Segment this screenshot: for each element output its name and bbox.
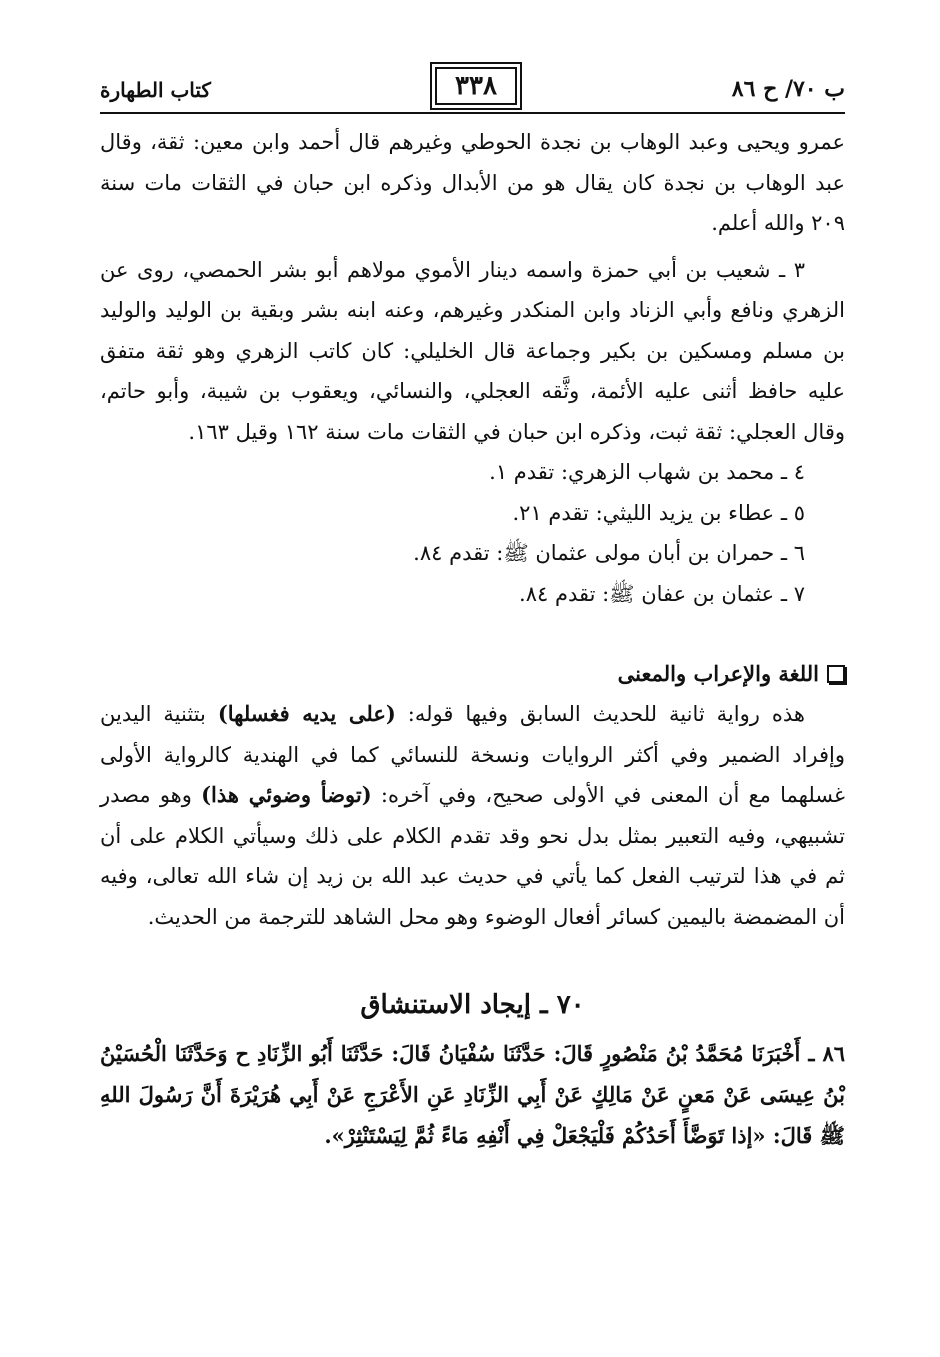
- chapter-title: ٧٠ ـ إيجاد الاستنشاق: [360, 990, 585, 1020]
- list-item-narrator-6: ٦ ـ حمران بن أبان مولى عثمان ﷺ: تقدم ٨٤.: [413, 541, 805, 565]
- book-title: كتاب الطهارة: [100, 78, 211, 102]
- page-number: ٣٣٨: [430, 62, 522, 110]
- list-item-narrator-5: ٥ ـ عطاء بن يزيد الليثي: تقدم ٢١.: [512, 500, 805, 525]
- commentary-text-3: وهو مصدر تشبيهي، وفيه التعبير بمثل بدل نحو وقد تقدم الكلام على ذلك وسيأتي الكلام على أن ثم في هذا لترتيب الفعل كما يأتي في حديث عبد الله بن زيد إن شاء الله تعالى، وفيه أن المضمضة باليمين كسائر أفعال الوضوء وهو محل الشاهد للترجمة من الحديث.: [100, 783, 845, 929]
- section-heading-text: اللغة والإعراب والمعنى: [617, 661, 819, 686]
- list-item-narrator-4: ٤ ـ محمد بن شهاب الزهري: تقدم ١.: [489, 460, 805, 484]
- commentary-quote-1: (على يديه فغسلها): [217, 701, 396, 726]
- section-heading: [100, 654, 845, 694]
- page-header: [100, 60, 845, 114]
- commentary-text-2: بتثنية اليدين وإفراد الضمير وفي أكثر الروايات ونسخة للنسائي كما في الهندية كالرواية الأولى غسلهما مع أن المعنى في الأولى صحيح، وفي آخره:: [100, 702, 845, 807]
- page: [100, 60, 845, 1156]
- hadith-text: ٨٦ ـ أَخْبَرَنَا مُحَمَّدُ بْنُ مَنْصُورٍ قَالَ: حَدَّثَنَا سُفْيَانُ قَالَ: حَدَّثَنَا أَبُو الزِّنَادِ ح وَحَدَّثَنَا الْحُسَيْنُ بْنُ عِيسَى عَنْ مَعنٍ عَنْ مَالِكٍ عَنْ أَبِي الزِّنَادِ عَنِ الأَعْرَجِ عَنْ أَبِي هُرَيْرَةَ أَنَّ رَسُولَ اللهِ ﷺ قَالَ: «إذا تَوَضَّأَ أَحَدُكُمْ فَلْيَجْعَلْ فِي أَنْفِهِ مَاءً ثُمَّ لِيَسْتَنْثِرْ».: [100, 1041, 845, 1148]
- paragraph-commentary: [100, 694, 845, 937]
- paragraph-narrator-3: ٣ ـ شعيب بن أبي حمزة واسمه دينار الأموي مولاهم أبو بشر الحمصي، روى عن الزهري ونافع وأبي الزناد وابن المنكدر وغيرهم، وعنه ابنه بشر وبقية بن الوليد والوليد بن مسلم ومسكين بن بكير وجماعة قال الخليلي: كان كاتب الزهري وهو ثقة متفق عليه حافظ أثنى عليه الأئمة، وثَّقه العجلي، والنسائي، ويعقوب بن شيبة، وأبو حاتم، وقال العجلي: ثقة ثبت، وذكره ابن حبان في الثقات مات سنة ١٦٢ وقيل ١٦٣.: [100, 257, 845, 444]
- paragraph-narrator-continuation: عمرو ويحيى وعبد الوهاب بن نجدة الحوطي وغيرهم قال أحمد وابن معين: ثقة، وقال عبد الوهاب بن نجدة كان يقال هو من الأبدال وذكره ابن حبان في الثقات مات سنة ٢٠٩ والله أعلم.: [100, 130, 845, 235]
- square-bullet-icon: [827, 665, 845, 683]
- commentary-quote-2: (توضأ وضوئي هذا): [201, 782, 372, 807]
- commentary-text-1: هذه رواية ثانية للحديث السابق وفيها قوله:: [395, 702, 805, 726]
- hadith-reference: ب ٧٠/ ح ٨٦: [731, 76, 845, 102]
- list-item-narrator-7: ٧ ـ عثمان بن عفان ﷺ: تقدم ٨٤.: [519, 581, 805, 606]
